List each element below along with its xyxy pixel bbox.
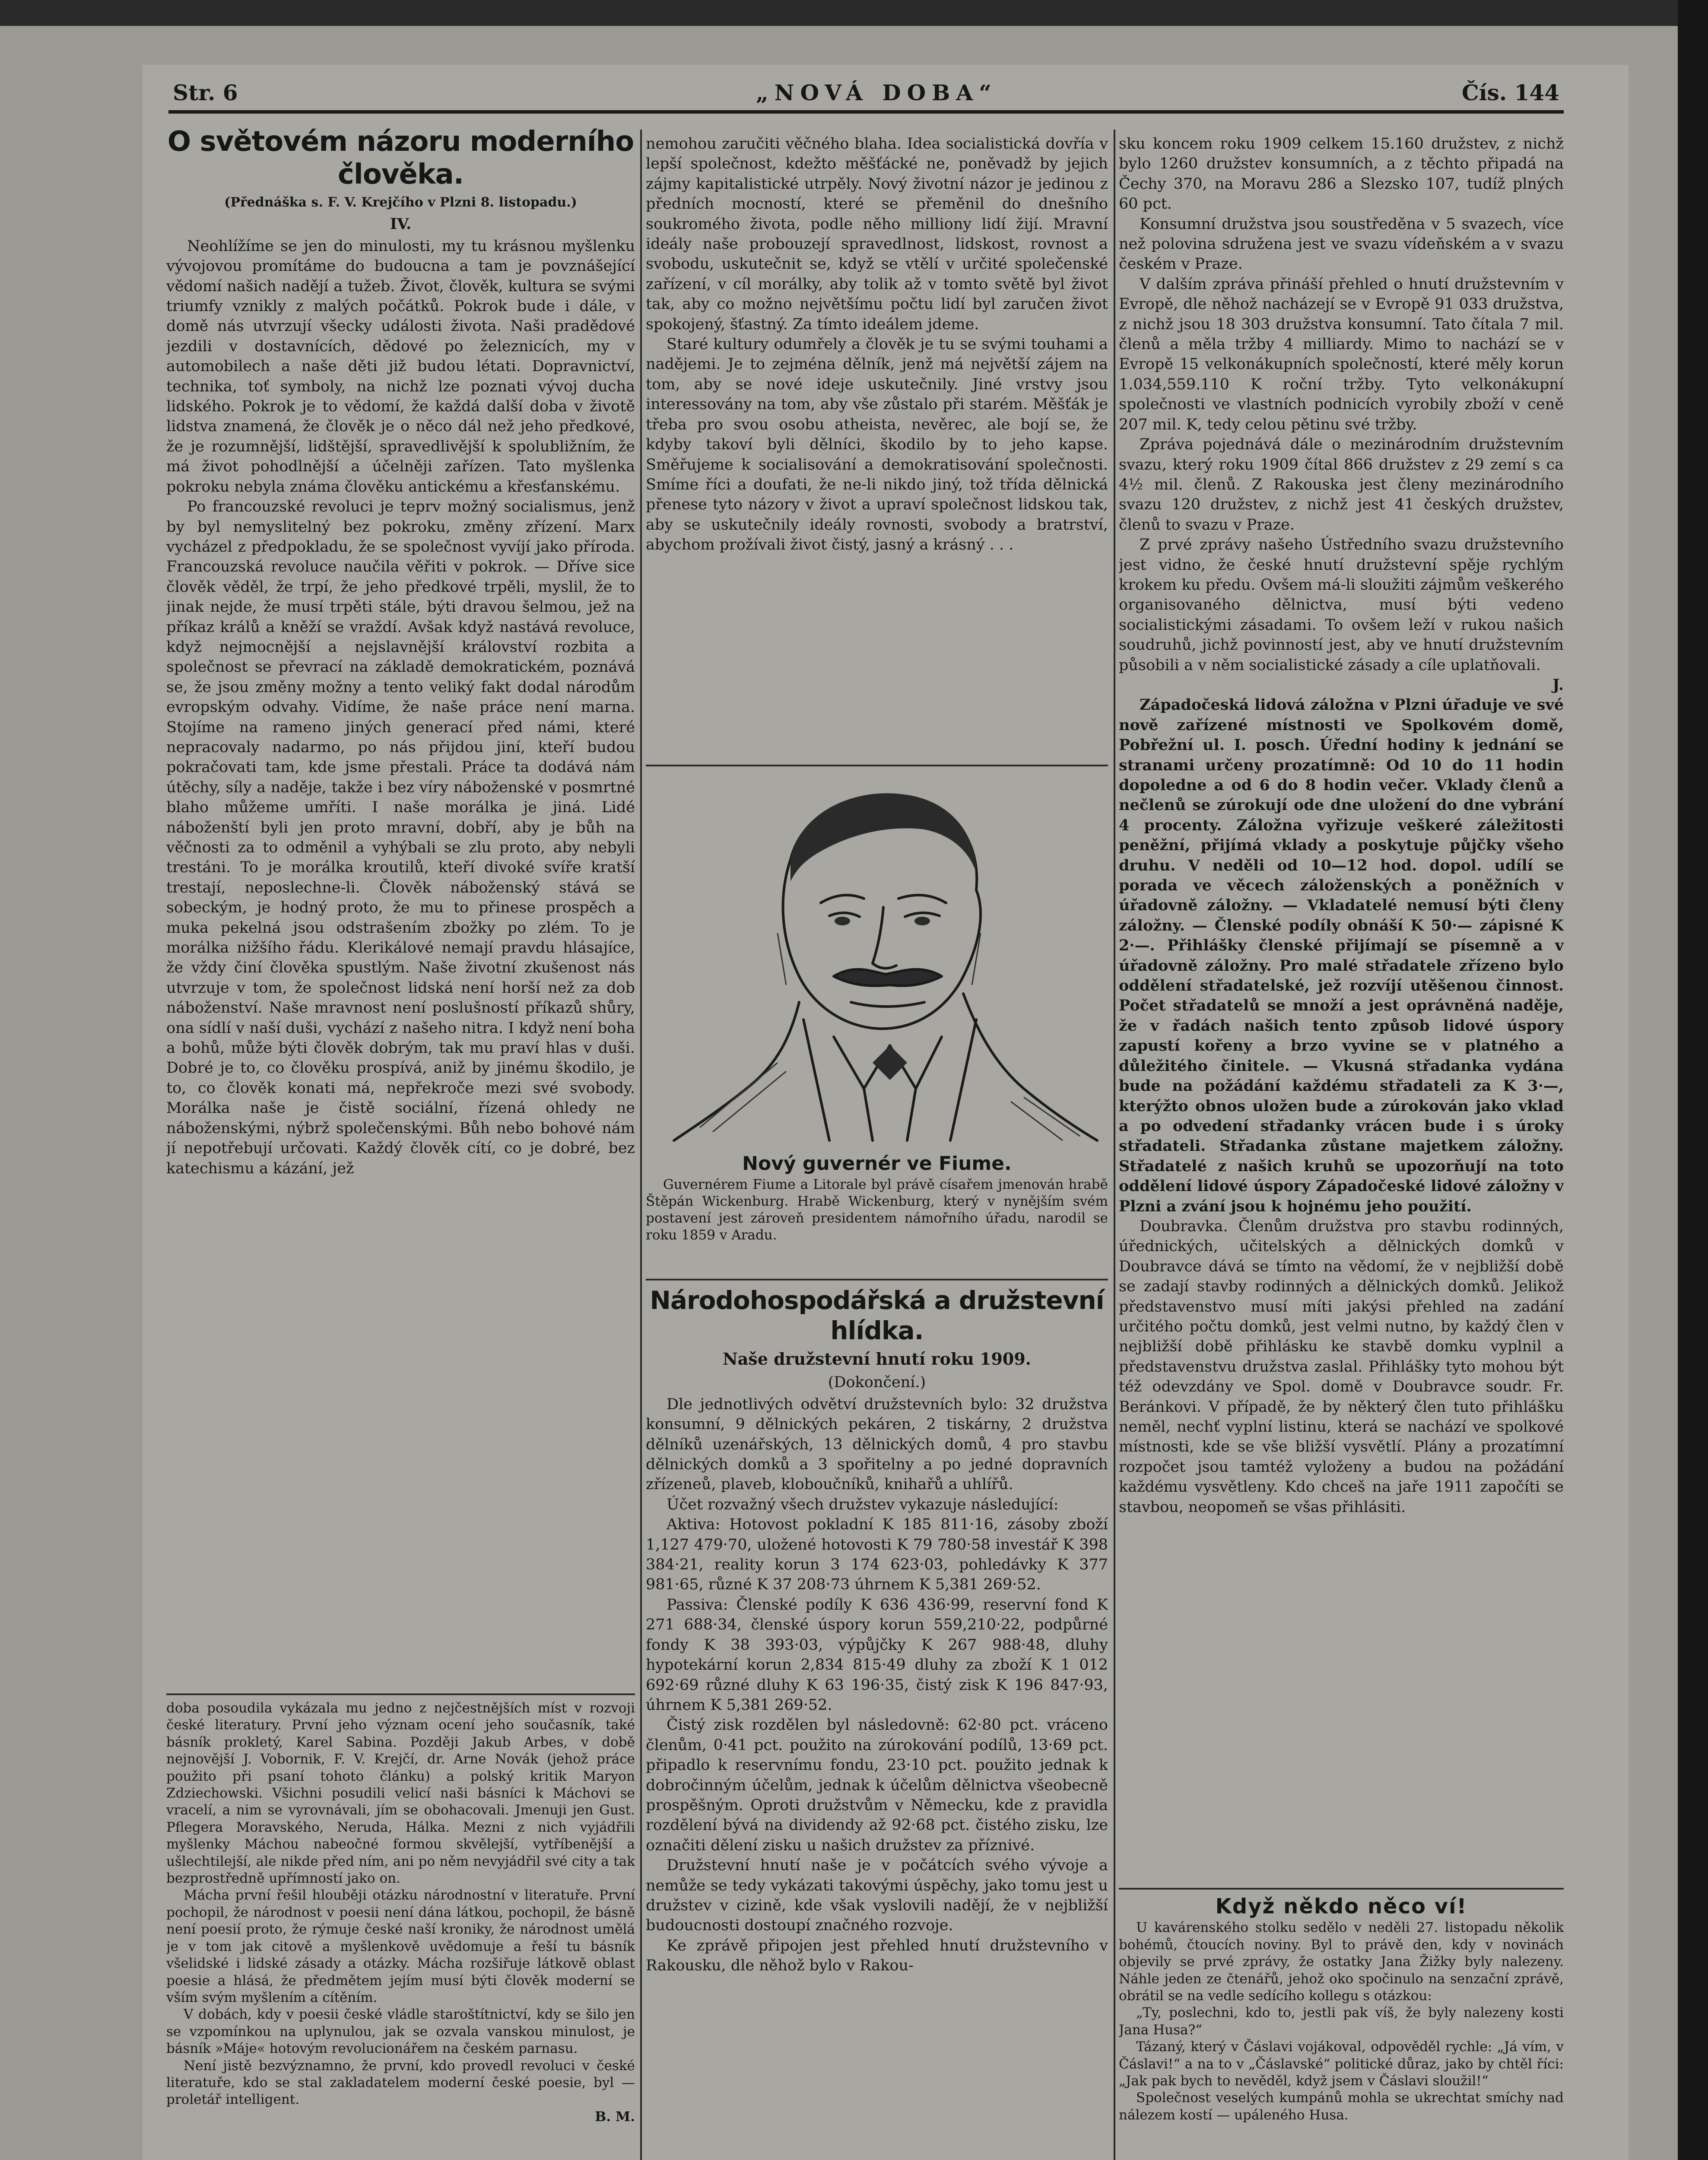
caption-title: Nový guvernér ve Fiume. bbox=[742, 1153, 1012, 1175]
portrait-illustration bbox=[648, 760, 1106, 1149]
section-subtitle: Naše družstevní hnutí roku 1909. bbox=[722, 1349, 1032, 1369]
article-paragraph: Staré kultury odumřely a člověk je tu se svými touhami a nadějemi. Je to zejména dělník, jenž má největší zájem na tom, aby se nové ideje uskutečnily. Jiné vrstvy jsou interessovány na tom, aby vše zůstalo při starém. Měšťák je třeba pro svou osobu atheista, nevěrec, ale bojí se, že kdyby takoví byli dělníci, škodilo by to jeho kapse. Směřujeme k socialisování a demokratisování společnosti. Smíme říci a doufati, že ne-li nikdo jiný, tož třída dělnická přenese tyto názory v život a upraví společnost lidskou tak, aby se uskutečnily ideály rovnosti, svobody a bratrství, abychom prožívali život čistý, jasný a krásný . . . bbox=[646, 336, 1108, 554]
page-header bbox=[173, 80, 1559, 114]
col3-articles bbox=[1119, 134, 1564, 1877]
newspaper-title: „NOVÁ DOBA“ bbox=[756, 80, 997, 105]
column-divider-2 bbox=[1114, 130, 1115, 2160]
article-paragraph: Ke zprávě připojen jest přehled hnutí družstevního v Rakousku, dle něhož bylo v Rakou- bbox=[646, 1937, 1108, 1975]
caption-text: Guvernérem Fiume a Litorale byl právě císařem jmenován hrabě Štěpán Wickenburg. Hrabě Wickenburg, který v nynějším svém postavení jest zároveň presidentem námořního úřadu, narodil se roku 1859 v Aradu. bbox=[646, 1177, 1108, 1243]
article-paragraph: Není jistě bezvýznamno, že první, kdo provedl revoluci v české literatuře, kdo se stal zakladatelem moderní české poesie, byl — proletář intelligent. bbox=[166, 2058, 635, 2108]
article-paragraph: Tázaný, který v Čáslavi vojákoval, odpověděl rychle: „Já vím, v Čáslavi!“ a na to v „Čáslavské“ politické důraz, jako by chtěl říci: „Jak pak bych to nevěděl, když jsem v Čáslavi sloužil!“ bbox=[1119, 2039, 1564, 2089]
scan-right-border bbox=[1678, 0, 1708, 2160]
article-paragraph: Mácha první řešil hlouběji otázku národnostní v literatuře. První pochopil, že národnost v poesii není dána látkou, pochopil, že básně není poesií proto, že rýmuje české naší kroniky, že národnost umělá je v tom jak citově a myšlenkově uvědomuje a řeší tu básník všelidské i lidské zásady a otázky. Mácha rozšiřuje látkově oblast poesie a hlásá, že předmětem jejím musí býti člověk moderní se vším svým myšlením a cítěním. bbox=[166, 1887, 635, 2005]
col2-separator-2 bbox=[646, 1279, 1108, 1280]
article-subtitle: (Přednáška s. F. V. Krejčího v Plzni 8. listopadu.) bbox=[224, 195, 577, 210]
article-title-line-2: člověka. bbox=[337, 159, 464, 191]
article-signature: J. bbox=[1552, 676, 1564, 694]
economy-section bbox=[646, 1285, 1108, 2160]
issue-number: Čís. 144 bbox=[1461, 80, 1559, 105]
article-paragraph: nemohou zaručiti věčného blaha. Idea socialistická dovřía v lepší společnost, kdežto měšťácké ne, poněvadž by jejich zájmy kapitalistické utrpěly. Nový životní názor je jedinou z předních mocností, které se přeměnil do dnešního soukromého života, podle něho milliony lidí žijí. Mravní ideály naše probouzejí spravedlnost, lidskost, rovnost a svobodu, uskutečnit se, když se vtělí v určité společenské zařízení, v cíl morálky, aby tolik až v tomto světě byl život tak, aby co možno největšímu počtu lidí byl zaručen život spokojený, šťastný. Za tímto ideálem jdeme. bbox=[646, 135, 1108, 333]
col1-separator bbox=[166, 1693, 635, 1695]
portrait-caption bbox=[646, 1151, 1108, 1277]
article-paragraph: Zpráva pojednává dále o mezinárodním družstevním svazu, který roku 1909 čítal 866 družstev z 29 zemí s ca 4½ mil. členů. Z Rakouska jest členy mezinárodního svazu 120 družstev, z nichž jest 41 českých družstev, členů to svazu v Praze. bbox=[1119, 436, 1564, 534]
article-paragraph: Aktiva: Hotovost pokladní K 185 811·16, zásoby zboží 1,127 479·70, uložené hotovosti K 79 780·58 investář K 398 384·21, reality korun 3 174 623·03, pohledávky K 377 981·65, různé K 37 208·73 úhrnem K 5,381 269·52. bbox=[646, 1516, 1108, 1594]
article-paragraph: Dle jednotlivých odvětví družstevních bylo: 32 družstva konsumní, 9 dělnických pekáren, 2 tiskárny, 2 družstva dělníků uzenářských, 13 dělnických domů, 4 pro stavbu dělnických domků a 3 spořitelny a po jedné dopravních zřízeneů, plaveb, kloboučníků, knihařů a uhlířů. bbox=[646, 1395, 1108, 1493]
article-paragraph: Passiva: Členské podíly K 636 436·99, reservní fond K 271 688·34, členské úspory korun 559,210·22, podpůrné fondy K 38 393·03, výpůjčky K 267 988·48, dluhy hypotekární korun 2,834 815·49 dluhy za zboží K 1 012 692·69 různé dluhy K 63 196·35, čistý zisk K 196 847·93, úhrnem K 5,381 269·52. bbox=[646, 1596, 1108, 1714]
col2-article-end bbox=[646, 134, 1108, 756]
article-paragraph: Čistý zisk rozdělen byl následovně: 62·80 pct. vráceno členům, 0·41 pct. použito na zúrokování podílů, 13·69 pct. připadlo k reservnímu fondu, 23·10 pct. použito jednak k dobročinným účelům, jednak k účelům dělnictva všeobecně prospěšným. Oproti družstvům v Německu, kde z pravidla rozdělení bývá na dividendy až 92·68 pct. čistého zisku, lze označiti dělení zisku u našich družstev za příznivé. bbox=[646, 1716, 1108, 1854]
article-paragraph: V dalším zpráva přináší přehled o hnutí družstevním v Evropě, dle něhož nacházejí se v Evropě 91 033 družstva, z nichž jsou 18 303 družstva konsumní. Tato čítala 7 mil. členů a měla tržby 4 milliardy. Mimo to nachází se v Evropě 15 velkonákupních společností, které měly korun 1.034,559.110 K roční tržby. Tyto velkonákupní společnosti ve vlastních podnicích vyrobily zboží v ceně 207 mil. K, tedy celou pětinu své tržby. bbox=[1119, 275, 1564, 433]
article-paragraph: Účet rozvažný všech družstev vykazuje následující: bbox=[667, 1496, 1059, 1513]
article-paragraph: V dobách, kdy v poesii české vládle staroštítnictví, kdy se šilo jen se vzpomínkou na uplynulou, jak se ozvala vanskou minulost, je básník »Máje« hotovým revolucionářem na českém parnasu. bbox=[166, 2007, 635, 2057]
article-paragraph: Konsumní družstva jsou soustředěna v 5 svazech, více než polovina sdružena jest ve svazu vídeňském a v svazu českém v Praze. bbox=[1119, 215, 1564, 273]
article-paragraph: Společnost veselých kumpánů mohla se ukrechtat smíchy nad nálezem kostí — upáleného Husa. bbox=[1119, 2090, 1564, 2123]
anecdote-box bbox=[1119, 1892, 1564, 2160]
article-title-line-1: O světovém názoru moderního bbox=[167, 126, 634, 158]
article-signature: B. M. bbox=[595, 2109, 635, 2125]
header-rule bbox=[168, 110, 1564, 114]
column-divider-1 bbox=[640, 130, 642, 2160]
article-title bbox=[166, 125, 635, 191]
article-paragraph: Družstevní hnutí naše je v počátcích svého vývoje a nemůže se tedy vykázati takovými úspěchy, jako tomu jest u družstev v cizině, kde však vyslovili nadějí, že v nejbližší budoucnosti dostoupí značného rozvoje. bbox=[646, 1857, 1108, 1934]
section-note: (Dokončení.) bbox=[828, 1374, 926, 1391]
anecdote-title: Když někdo něco ví! bbox=[1215, 1894, 1467, 1919]
article-paragraph: „Ty, poslechni, kdo to, jestli pak víš, že byly nalezeny kosti Jana Husa?“ bbox=[1119, 2005, 1564, 2038]
doubravka-notice: Doubravka. Členům družstva pro stavbu rodinných, úřednických, učitelských a dělnických domků v Doubravce dává se tímto na vědomí, že v nejbližší době se zadají stavby rodinných a dělnických domků. Jelikož představenstvo musí míti jakýsi přehled na zadání určitého počtu domků, jest velmi nutno, by každý člen v nejbližší době přihlásku ke stavbě domku vyplnil a představenstvu družstva zaslal. Přihlášky tyto mohou být též odevzdány ve Spol. domě v Doubravce soudr. Fr. Beránkovi. V případě, že by některý člen tuto přihlášku neměl, nechť vyplní listinu, která se nachází ve spolkové místnosti, kde se vše bližší vysvětlí. Plány a prozatímní rozpočet jsou tamtéž vyloženy a budou na požádání každému vysvětleny. Kdo chceš na jaře 1911 započíti se stavbou, neopomeň se všas přihlásiti. bbox=[1119, 1217, 1564, 1516]
bank-notice: Západočeská lidová záložna v Plzni úřaduje ve své nově zařízené místnosti ve Spolkovém domě, Pobřežní ul. I. posch. Úřední hodiny k jednání se stranami určeny prozatímně: Od 10 do 11 hodin dopoledne a od 6 do 8 hodin večer. Vklady členů a nečlenů se zúrokují ode dne uložení do dne vybrání 4 procenty. Záložna vyřizuje veškeré záležitosti peněžní, přijímá vklady a poskytuje půjčky všeho druhu. V neděli od 10—12 hod. dopol. udílí se porada ve věcech záloženských a poněžních v úřadovně záložny. — Vkladatelé nemusí býti členy záložny. — Členské podíly obnáší K 50·— zápisné K 2·—. Přihlášky členské přijímají se písemně a v úřadovně záložny. Pro malé střadatele zřízeno bylo oddělení střadatelské, jež rozvíjí utěšenou činnost. Počet střadatelů se množí a jest oprávněná naděje, že v řadách našich tento způsob lidové úspory zapustí kořeny a brzo vyvine se v platného a důležitého činitele. — Vkusná střadanka vydána bude na požádání každému střadateli za K 3·—, kterýžto obnos uložen bude a zúrokován jako vklad a po odvedení střadanky vrácen bude i s úroky střadateli. Střadanka zůstane majetkem záložny. Střadatelé z našich kruhů se upozorňují na toto oddělení lidové úspory Západočeské lidové záložny v Plzni a zvání jsou k hojnému jeho použití. bbox=[1119, 696, 1564, 1215]
page-number: Str. 6 bbox=[173, 80, 238, 105]
article-paragraph: Neohlížíme se jen do minulosti, my tu krásnou myšlenku vývojovou promítáme do budoucna a tam je povznášející vědomí našich nadějí a tužeb. Život, člověk, kultura se svými triumfy vznikly z malých počátků. Pokrok bude i dále, v domě nás utvrzují všecky události života. Naši pradědové jezdili v dostavnících, dědové po železnicích, my v automobilech a naše děti již budou létati. Dopravnictví, technika, toť symboly, na nichž lze poznati vývoj ducha lidského. Pokrok je to vědomí, že každá další doba v životě lidstva znamená, že člověk je o něco dál než jeho předkové, že je rozumnější, lidštější, spravedlivější k spolubližním, že má život pohodlnější a účelněji zařízen. Tato myšlenka pokroku nebyla známa člověku antickému a křesťanskému. bbox=[166, 237, 635, 496]
section-title bbox=[646, 1285, 1108, 1346]
scan-top-border bbox=[0, 0, 1708, 26]
article-paragraph: Po francouzské revoluci je teprv možný socialismus, jenž by byl nemyslitelný bez pokroku, změny zřízení. Marx vycházel z předpokladu, že se společnost vyvíjí jako příroda. Francouzská revoluce naučila věřiti v pokrok. — Dříve sice člověk věděl, že trpí, že jeho předkové trpěli, myslil, že to jinak nejde, že musí trpěti stále, býti dravou šelmou, jež na příkaz králů a kněží se vraždí. Avšak když nastává revoluce, když nejmocnější a nejslavnější království rozbita a společnost se převrací na základě demokratickém, poznává se, že jsou změny možny a tento veliký fakt dodal národům evropským odvahy. Vidíme, že naše práce není marna. Stojíme na rameno jiných generací před námi, které nepracovaly nadarmo, po nás přijdou jiní, kteří budou pokračovati tam, kde jsme přestali. Práce ta dodává nám útěchy, síly a naděje, takže i bez víry náboženské v posmrtné blaho můžeme umříti. I naše morálka je jiná. Lidé náboženští byli jen proto mravní, dobří, aby je bůh na věčnosti za to odměnil a vyhýbali se zlu proto, aby nebyli trestáni. To je morálka kroutilů, kteří divoké svíře kratší trestají, neposlechne-li. Člověk náboženský stává se sobeckým, je hodný proto, že mu to přinese prospěch a muka pekelná jsou odstrašením zbožky po zlém. To je morálka nižšího řádu. Klerikálové nemají pravdu hlásajíce, že vždy činí člověka spustlým. Naše životní zkušenost nás utvrzuje v tom, že společnost lidská není horší než za dob náboženství. Naše mravnost není poslušností příkazů shůry, ona sídlí v naší duši, vychází z našeho nitra. I když není boha a bohů, může býti člověk dobrým, tak mu praví hlas v duši. Dobré je to, co člověku prospívá, aniž by jinému škodilo, je to, co člověk konati má, nepřekroče mezi své svobody. Morálka naše je čistě sociální, řízená ohledy ne náboženskými, nýbrž společenskými. Bůh nebo bohové nám jí nepotřebují určovati. Každý člověk cítí, co je dobré, bez katechismu a kázání, jež bbox=[166, 498, 635, 1177]
article-paragraph: sku koncem roku 1909 celkem 15.160 družstev, z nichž bylo 1260 družstev konsumních, a z těchto připadá na Čechy 370, na Moravu 286 a Slezsko 107, tudíž plných 60 pct. bbox=[1119, 135, 1564, 213]
article-paragraph: Z prvé zprávy našeho Ústředního svazu družstevního jest vidno, že české hnutí družstevní spěje rychlým krokem ku předu. Ovšem má-li sloužiti zájmům veškerého organisovaného dělnictva, musí býti vedeno socialistickými zásadami. To ovšem leží v rukou našich soudruhů, jichž povinností jest, aby ve hnutí družstevním působili a v něm socialistické zásady a cíle uplatňovali. bbox=[1119, 536, 1564, 674]
macha-article bbox=[166, 1700, 635, 2160]
section-title-line-2: hlídka. bbox=[830, 1316, 924, 1345]
lead-article bbox=[166, 125, 635, 1685]
section-title-line-1: Národohospodářská a družstevní bbox=[650, 1286, 1104, 1315]
article-paragraph: U kavárenského stolku sedělo v neděli 27. listopadu několik bohémů, čtoucích noviny. Byl to právě den, kdy v novinách objevily se prvé zprávy, že ostatky Jana Žižky byly nalezeny. Náhle jeden ze čtenářů, jehož oko spočinulo na senzační zprávě, obrátil se na vedle sedícího kollegu s otázkou: bbox=[1119, 1920, 1564, 2004]
col3-separator bbox=[1119, 1888, 1564, 1890]
article-paragraph: doba posoudila vykázala mu jedno z nejčestnějších míst v rozvoji české literatury. První jeho význam ocení jeho současník, také básník prokletý, Karel Sabina. Později Jakub Arbes, v době nejnovější J. Vobornik, F. V. Krejčí, dr. Arne Novák (jehož práce použito při psaní tohoto článku) a polský kritik Maryon Zdziechowski. Všichni posudili velicí naši básníci k Máchovi se vracelí, a nim se vyrovnávali, jím se obohacovali. Jmenuji jen Gust. Pflegera Moravského, Neruda, Hálka. Mezni z nich vyjádřili myšlenky Máchou nabeočné formou skvělejší, vytříbenější a ušlechtilejší, ale nikde před ním, ani po něm nevyjádřil své city a tak bezprostředně upřímností jako on. bbox=[166, 1700, 635, 1887]
article-section: IV. bbox=[390, 215, 412, 233]
